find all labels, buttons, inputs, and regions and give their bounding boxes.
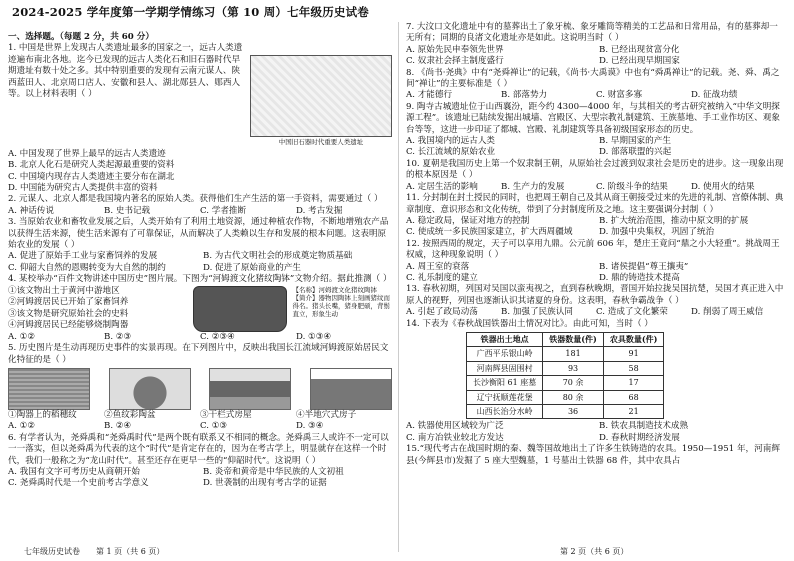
option[interactable]: A. 引起了政局动荡 [406,307,478,318]
option[interactable]: C. 礼乐制度的建立 [406,272,478,283]
q6-options [8,467,392,490]
q3-options [8,251,392,274]
question-5: 5. 历史图片是生动再现历史事件的实景再现。在下列图片中，反映出我国长江流域河姆渡原始居民文化特征的是（ ） [8,343,389,365]
question-1: 1. 中国是世界上发现古人类遗址最多的国家之一，远古人类遗迹遍布南北各地。迄今已发现的远古人类化石和旧石器时代早期遗址有数十处之多。其中特别重要的发现有云南元谋人、陕西蓝田人、北京周口店人、安徽和县人、湖北郧县人、郧西人等。以上材料表明（ ） [8,43,243,100]
option[interactable]: B. 为古代文明社会的形成奠定物质基础 [203,251,353,262]
question-7: 7. 大汶口文化遗址中有的墓葬出土了象牙梳、象牙雕筒等精美的工艺品和日常用品，有的墓葬却一无所有；同期的良渚文化遗址亦是如此。这说明当时（ ） [406,22,778,44]
picture-caption: ②鱼纹彩陶盆 [104,409,156,420]
option[interactable]: C. 学者推断 [200,205,247,216]
question-3: 3. 当原始农业和畜牧业发展之后，人类开始有了利用土地资源，通过种植农作物，不断地增殖农产品以获得生活来源，使生活来源有了可靠保证，从而解决了人类赖以生存和发展的根本问题。这表明原始农业的发展（ ） [8,217,389,251]
q12-options [406,262,786,285]
q10-options [406,182,786,193]
table-cell: 93 [543,361,604,375]
question-8: 8. 《尚书·尧典》中有“尧舜禅让”的记载，《尚书·大禹谟》中也有“舜禹禅让”的记载。尧、舜、禹之间“禅让”的主要标准是（ ） [406,67,780,90]
option[interactable]: B. 早期国家的产生 [599,136,671,147]
q5-options [8,421,392,432]
table-cell: 河南辉县固围村 [467,361,543,375]
pit-house-image [310,368,392,410]
table-cell: 68 [603,390,664,404]
option[interactable]: C. 长江流域的原始农业 [406,147,496,158]
table-row [467,390,664,404]
q11-options [406,216,786,239]
option[interactable]: C. ②③④ [200,331,235,342]
option[interactable]: B. 已经出现贫富分化 [599,44,680,55]
table-cell: 58 [603,361,664,375]
option[interactable]: A. 神话传说 [8,205,55,216]
table-cell: 广西平乐银山岭 [467,347,543,361]
option[interactable]: B. 炎帝和黄帝是中华民族的人文初祖 [203,466,344,477]
page-divider [398,22,399,552]
question-14: 14. 下表为《春秋战国铁器出土情况对比》。由此可知，当时（ ） [406,318,653,329]
table-cell: 80 余 [543,390,604,404]
pig-pot-image [193,286,287,332]
option[interactable]: B. 生产力的发展 [501,181,565,192]
table-row [467,376,664,390]
option[interactable]: C. 造成了文化繁荣 [596,307,668,318]
option[interactable]: A. 才能德行 [406,90,453,101]
q4-options [8,332,392,343]
option[interactable]: D. 考古发掘 [296,205,343,216]
left-footer: 七年级历史试卷 第 1 页（共 6 页） [24,547,165,556]
q1-block [8,43,392,148]
q9-options [406,136,786,159]
china-map-image [250,55,392,137]
table-header-cell: 铁器数量(件) [543,332,604,346]
table-cell: 70 余 [543,376,604,390]
option[interactable]: A. 定居生活的影响 [406,181,478,192]
map-figure [250,55,392,148]
rice-pattern-image [8,368,90,410]
question-11: 11. 分封制在封土授民的同时，也把周王朝自己及其从商王朝接受过来的先进的礼制、宫僚体制、典章制度、意识形态和文化传统，带到了分封制度所及之地。这主要强调分封制（ ） [406,193,784,215]
question-15: 15.“现代考古在战国时期的秦、魏等国故地出土了许多生铁铸造的农具。1950—1951 年，河南辉县(今辉县市)发掘了 5 座大型魏墓，1 号墓出土铁器 68 件，其中农具占 [406,444,780,466]
option[interactable]: B. 部落势力 [501,90,548,101]
option[interactable]: B. ②④ [104,421,132,432]
table-cell: 辽宁抚顺莲花堡 [467,390,543,404]
table-row [467,361,664,375]
option[interactable]: C. 中国境内现存古人类遗迹主要分布在湖北 [8,171,175,182]
option[interactable]: C. 仰韶大自然的恩赐转变为大自然的制约 [8,262,166,273]
option[interactable]: B. ②③ [104,331,132,342]
question-13: 13. 春秋初期，列国对吴国以蛮夷视之，直到春秋晚期，晋国开始拉拢吴国抗楚，吴国才真正进入中原人的视野，列国也逐渐认识其诸夏的身份。这表明，春秋争霸战争（ ） [406,284,784,306]
option[interactable]: B. 北京人化石是研究人类起源最重要的资料 [8,160,175,171]
option[interactable]: D. 鼎的铸造技术提高 [599,272,680,283]
section-heading: 一、选择题。（每题 2 分，共 60 分） [8,32,154,42]
question-12: 12. 按照西周的规定，天子可以享用九鼎。公元前 606 年，楚庄王竟问“鼎之小大轻重”。挑战周王权威，这种现象说明（ ） [406,238,780,261]
map-caption: 中国旧石器时代重要人类遗址 [278,138,364,147]
fish-basin-image [109,368,191,410]
option[interactable]: D. 世袭制的出现有考古学的证据 [203,478,327,489]
option[interactable]: D. 加强中央集权，巩固了统治 [599,227,715,238]
q1-options [8,149,392,195]
exam-title: 2024-2025 学年度第一学期学情练习（第 10 周）七年级历史试卷 [12,5,369,19]
question-10: 10. 夏朝是我国历史上第一个奴隶制王朝，从原始社会过渡到奴隶社会是历史的进步。这一现象出现的根本原因是（ ） [406,158,784,181]
q5-picture-captions [8,410,392,421]
option[interactable]: A. 铁器使用区域较为广泛 [406,421,504,432]
option[interactable]: C. 南方冶铁业较北方发达 [406,432,504,443]
option[interactable]: A. 原始先民申奉领先世界 [406,44,504,55]
statement: ②河姆渡居民已开始了家畜饲养 [8,297,129,308]
option[interactable]: A. 我国有文字可考历史从商朝开始 [8,466,140,477]
option[interactable]: D. ③④ [296,421,324,432]
table-cell: 181 [543,347,604,361]
option[interactable]: B. 史书记载 [104,205,151,216]
option[interactable]: D. 促进了原始商业的产生 [203,262,301,273]
statement: ④河姆渡居民已经能够烧制陶器 [8,319,129,330]
stilt-house-image [209,368,291,410]
option[interactable]: D. 春秋时期经济发展 [599,432,680,443]
table-cell: 21 [603,405,664,419]
option[interactable]: D. 中国能为研究古人类提供丰富的资料 [8,183,158,194]
option[interactable]: A. 中国发现了世界上最早的远古人类遗迹 [8,148,166,159]
option[interactable]: D. 部落联盟的兴起 [599,147,672,158]
option[interactable]: B. 诸侯提倡“尊王攘夷” [599,261,689,272]
q1-text-block [8,43,244,148]
table-row [467,347,664,361]
right-page [406,22,786,467]
pot-note: 【名称】河姆渡文化猪纹陶钵 【简介】器物因陶钵上刻画猪纹而得名。猪头长嘴，猪身肥硕，背鬃直立，形象生动 [292,285,391,318]
option[interactable]: A. 促进了原始手工业与家畜饲养的发展 [8,251,158,262]
option[interactable]: A. ①② [8,421,36,432]
option[interactable]: B. 加强了民族认同 [501,307,573,318]
option[interactable]: D. 削弱了周王威信 [691,307,764,318]
picture-caption: ①陶器上的稻穗纹 [8,409,77,420]
option[interactable]: C. 奴隶社会择主制度盛行 [406,56,504,67]
option[interactable]: C. 使成统一多民族国家建立，扩大西周疆域 [406,227,573,238]
left-page [8,32,392,490]
table-header-cell: 铁器出土地点 [467,332,543,346]
table-header-cell: 农具数量(件) [603,332,664,346]
table-cell: 36 [543,405,604,419]
statement: ③该文物是研究原始社会的史料 [8,308,129,319]
option[interactable]: D. 已经出现早期国家 [599,56,680,67]
q5-pictures [8,368,392,410]
q8-options [406,90,786,101]
question-2: 2. 元谋人、北京人都是我国境内著名的原始人类。获得他们生产生活的第一手资料，需要通过（ ） [8,194,383,205]
option[interactable]: A. 周王室的衰落 [406,261,470,272]
option[interactable]: B. 扩大统治范围，推动中原文明的扩展 [599,215,749,226]
table-cell: 长沙衡阳 61 座墓 [467,376,543,390]
right-footer: 第 2 页（共 6 页） [560,547,629,556]
table-row [467,405,664,419]
q13-options [406,307,786,318]
q14-options [406,421,786,444]
table-cell: 山西长治分水岭 [467,405,543,419]
question-9: 9. 陶寺古城遗址位于山西襄汾，距今约 4300—4000 年，与其相关的考古研究被纳入“中华文明探源工程”。该遗址已陆续发掘出城墙、宫殿区、大型宗教礼制建筑、王族墓地、手工业作坊区、观象台等等，这进一步印证了都城、宫殿、礼制建筑等具备初级国家形态的历史。 [406,101,780,135]
picture-caption: ④半地穴式房子 [296,409,357,420]
option[interactable]: C. 阶级斗争的结果 [596,181,668,192]
option[interactable]: D. 征战功绩 [691,90,738,101]
option[interactable]: C. ①③ [200,421,228,432]
table-cell: 91 [603,347,664,361]
q4-items [8,286,187,332]
option[interactable]: B. 铁农具制造技术成熟 [599,421,689,432]
option[interactable]: A. ①② [8,331,36,342]
option[interactable]: A. 我国境内的远古人类 [406,136,496,147]
option[interactable]: C. 尧舜禹时代是一个史前考古学意义 [8,478,149,489]
table-header-row [467,332,664,346]
q7-options [406,45,786,68]
q4-block [8,286,392,332]
picture-caption: ③干栏式房屋 [200,409,252,420]
table-cell: 17 [603,376,664,390]
q2-options [8,206,392,217]
option[interactable]: C. 财富多寡 [596,90,643,101]
option[interactable]: D. 使用火的结果 [691,181,755,192]
option[interactable]: D. ①③④ [296,331,332,342]
iron-tools-table [466,332,664,419]
statement: ①该文物出土于黄河中游地区 [8,285,120,296]
option[interactable]: A. 稳定政局，保证对地方的控制 [406,215,530,226]
question-4: 4. 某校举办“百件文物讲述中国历史”图片展。下图为“河姆渡文化猪纹陶钵”文物介绍。据此推测（ ） [8,274,392,285]
question-6: 6. 有学者认为，尧舜禹和“尧舜禹时代”是两个既有联系又不相同的概念。尧舜禹三人或许不一定可以一一落实，但以尧舜禹为代表的这个“时代”是肯定存在的，因为在考古学上，明显就存在这样一个时代，我们一般称之为“龙山时代”。甚至还存在更早一些的“仰韶时代”。这说明（ ） [8,432,389,466]
